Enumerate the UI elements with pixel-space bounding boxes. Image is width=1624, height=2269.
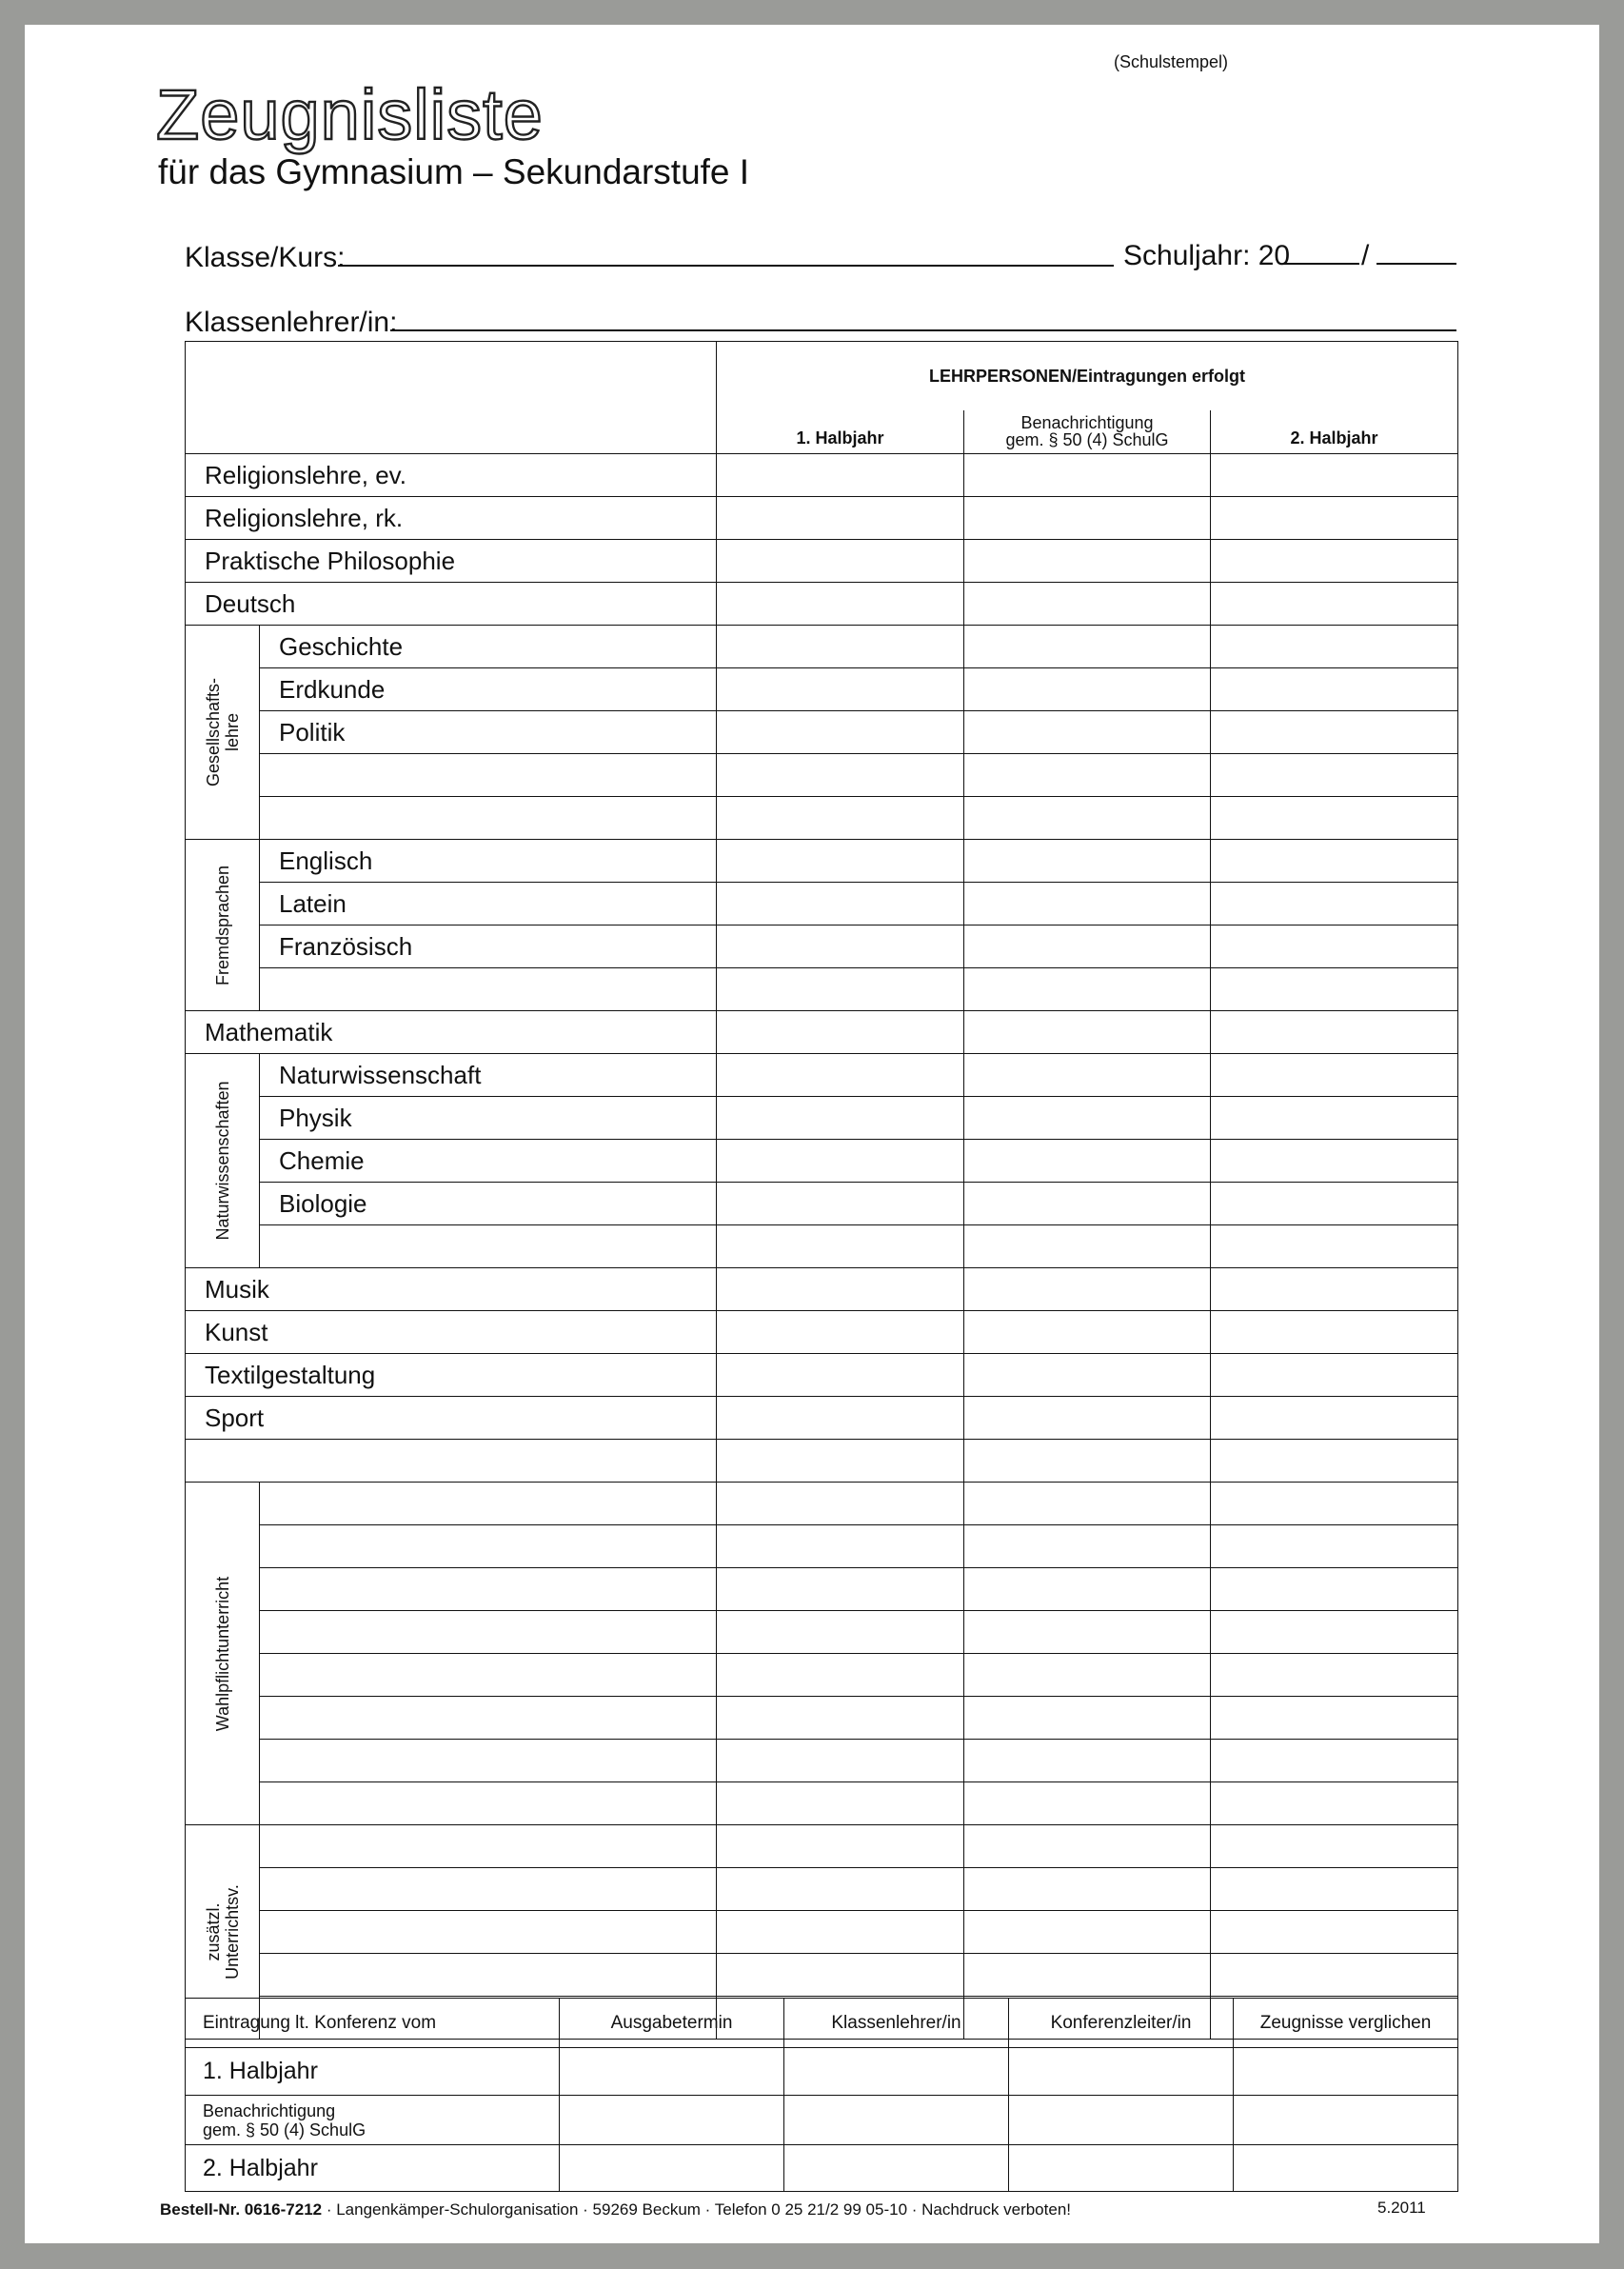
table-row bbox=[186, 583, 1458, 626]
entry-cell[interactable] bbox=[964, 1954, 1211, 1997]
entry-cell[interactable] bbox=[717, 1440, 964, 1483]
entry-cell[interactable] bbox=[964, 1825, 1211, 1868]
table-row bbox=[186, 1782, 1458, 1825]
table-row bbox=[186, 1268, 1458, 1311]
entry-cell[interactable] bbox=[1211, 1397, 1458, 1440]
entry-cell[interactable] bbox=[784, 2145, 1009, 2192]
col-second-half-header bbox=[1211, 410, 1458, 454]
group-fremdsprachen bbox=[186, 840, 260, 1011]
order-number: Bestell-Nr. 0616-7212 bbox=[160, 2200, 323, 2219]
subject-label: Naturwissenschaft bbox=[260, 1054, 717, 1097]
class-field[interactable] bbox=[338, 265, 1114, 267]
entry-cell[interactable] bbox=[1211, 711, 1458, 754]
entry-cell[interactable] bbox=[1211, 1483, 1458, 1525]
entry-cell[interactable] bbox=[717, 1225, 964, 1268]
table-row bbox=[186, 1311, 1458, 1354]
entry-cell[interactable] bbox=[964, 883, 1211, 926]
notification-label bbox=[186, 2096, 560, 2145]
col-first-half-header bbox=[717, 410, 964, 454]
table-row bbox=[186, 1568, 1458, 1611]
table-row bbox=[186, 1054, 1458, 1097]
entry-cell[interactable] bbox=[1234, 2145, 1458, 2192]
blank-subject-cell[interactable] bbox=[260, 1483, 717, 1525]
entry-cell[interactable] bbox=[717, 1740, 964, 1782]
col-first-half-label: 1. Halbjahr bbox=[796, 428, 884, 448]
entry-cell[interactable] bbox=[717, 711, 964, 754]
entry-cell[interactable] bbox=[964, 626, 1211, 668]
second-half-label: 2. Halbjahr bbox=[186, 2145, 560, 2192]
table-row bbox=[186, 1525, 1458, 1568]
publisher-info: · Langenkämper-Schulorganisation · 59269 Beckum · Telefon 0 25 21/2 99 05-10 · Nachdruck verboten! bbox=[322, 2200, 1071, 2219]
entry-cell[interactable] bbox=[964, 1654, 1211, 1697]
entry-cell[interactable] bbox=[1211, 1654, 1458, 1697]
entry-cell[interactable] bbox=[784, 2096, 1009, 2145]
entry-cell[interactable] bbox=[717, 840, 964, 883]
table-row bbox=[186, 668, 1458, 711]
entry-cell[interactable] bbox=[717, 540, 964, 583]
entry-cell[interactable] bbox=[964, 1097, 1211, 1140]
entry-cell[interactable] bbox=[964, 1568, 1211, 1611]
table-row bbox=[186, 1740, 1458, 1782]
entry-cell[interactable] bbox=[1211, 1611, 1458, 1654]
group-gesellschaftslehre bbox=[186, 626, 260, 840]
page-subtitle: für das Gymnasium – Sekundarstufe I bbox=[158, 152, 750, 191]
entry-cell[interactable] bbox=[1009, 2048, 1234, 2096]
entry-cell[interactable] bbox=[784, 2048, 1009, 2096]
entry-cell[interactable] bbox=[717, 668, 964, 711]
school-year-label: Schuljahr: 20 bbox=[1123, 240, 1291, 271]
group-zus-label-1: zusätzl. bbox=[203, 1902, 223, 1961]
blank-subject-cell[interactable] bbox=[260, 1568, 717, 1611]
entry-cell[interactable] bbox=[1211, 1225, 1458, 1268]
entry-cell[interactable] bbox=[717, 1354, 964, 1397]
entry-cell[interactable] bbox=[964, 583, 1211, 626]
first-half-label: 1. Halbjahr bbox=[186, 2048, 560, 2096]
entry-cell[interactable] bbox=[1211, 926, 1458, 968]
entry-cell[interactable] bbox=[1211, 1911, 1458, 1954]
entry-cell[interactable] bbox=[1211, 1954, 1458, 1997]
entry-cell[interactable] bbox=[717, 1911, 964, 1954]
entry-cell[interactable] bbox=[1211, 626, 1458, 668]
table-row bbox=[186, 1697, 1458, 1740]
teacher-entry-table bbox=[185, 341, 1458, 2040]
entry-cell[interactable] bbox=[560, 2048, 784, 2096]
class-teacher-label: Klassenlehrer/in: bbox=[185, 307, 398, 338]
entry-cell[interactable] bbox=[964, 968, 1211, 1011]
entry-cell[interactable] bbox=[717, 883, 964, 926]
entry-cell[interactable] bbox=[964, 1440, 1211, 1483]
conference-date-header: Eintragung lt. Konferenz vom bbox=[186, 1999, 560, 2048]
entry-cell[interactable] bbox=[1211, 1782, 1458, 1825]
group-zus-label-2: Unterrichtsv. bbox=[222, 1884, 242, 1980]
table-row bbox=[186, 1654, 1458, 1697]
entry-cell[interactable] bbox=[560, 2145, 784, 2192]
entry-cell[interactable] bbox=[1211, 1354, 1458, 1397]
conference-row bbox=[186, 2096, 1458, 2145]
edition-date: 5.2011 bbox=[1377, 2199, 1426, 2217]
entry-cell[interactable] bbox=[717, 497, 964, 540]
entry-cell[interactable] bbox=[717, 1568, 964, 1611]
group-wahlpflicht bbox=[186, 1483, 260, 1825]
blank-subject-cell[interactable] bbox=[260, 1868, 717, 1911]
entry-cell[interactable] bbox=[964, 1183, 1211, 1225]
entry-cell[interactable] bbox=[717, 1268, 964, 1311]
table-row bbox=[186, 1225, 1458, 1268]
entry-cell[interactable] bbox=[964, 1268, 1211, 1311]
table-row bbox=[186, 1911, 1458, 1954]
blank-subject-cell[interactable] bbox=[260, 797, 717, 840]
blank-subject-cell[interactable] bbox=[260, 1611, 717, 1654]
entry-cell[interactable] bbox=[717, 1782, 964, 1825]
entry-cell[interactable] bbox=[964, 1740, 1211, 1782]
subject-label: Chemie bbox=[260, 1140, 717, 1183]
entry-cell[interactable] bbox=[717, 1525, 964, 1568]
subject-label: Physik bbox=[260, 1097, 717, 1140]
conference-table bbox=[185, 1998, 1458, 2192]
group-header-label: LEHRPERSONEN/Eintragungen erfolgt bbox=[929, 366, 1246, 386]
entry-cell[interactable] bbox=[1211, 1825, 1458, 1868]
entry-cell[interactable] bbox=[1211, 1311, 1458, 1354]
reports-compared-header: Zeugnisse verglichen bbox=[1234, 1999, 1458, 2048]
table-row bbox=[186, 1097, 1458, 1140]
entry-cell[interactable] bbox=[1211, 1868, 1458, 1911]
entry-cell[interactable] bbox=[964, 1525, 1211, 1568]
table-row bbox=[186, 1954, 1458, 1997]
subject-label: Religionslehre, ev. bbox=[186, 454, 717, 497]
entry-cell[interactable] bbox=[964, 840, 1211, 883]
table-row bbox=[186, 968, 1458, 1011]
entry-cell[interactable] bbox=[1211, 454, 1458, 497]
entry-cell[interactable] bbox=[1211, 668, 1458, 711]
entry-cell[interactable] bbox=[1211, 1568, 1458, 1611]
school-stamp-label: (Schulstempel) bbox=[1114, 52, 1229, 71]
entry-cell[interactable] bbox=[964, 1483, 1211, 1525]
table-row bbox=[186, 926, 1458, 968]
entry-cell[interactable] bbox=[717, 1954, 964, 1997]
entry-cell[interactable] bbox=[1211, 497, 1458, 540]
entry-cell[interactable] bbox=[717, 1183, 964, 1225]
entry-cell[interactable] bbox=[964, 1697, 1211, 1740]
group-gesell-label-1: Gesellschafts- bbox=[203, 677, 223, 787]
blank-subject-cell[interactable] bbox=[260, 1954, 717, 1997]
table-row bbox=[186, 711, 1458, 754]
group-natur-label: Naturwissenschaften bbox=[212, 1081, 232, 1241]
subject-label: Erdkunde bbox=[260, 668, 717, 711]
entry-cell[interactable] bbox=[964, 1868, 1211, 1911]
notification-label-1: Benachrichtigung bbox=[203, 2100, 336, 2120]
col-notification-label-2: gem. § 50 (4) SchulG bbox=[1005, 430, 1169, 450]
entry-cell[interactable] bbox=[964, 454, 1211, 497]
entry-cell[interactable] bbox=[964, 1140, 1211, 1183]
conference-header-row bbox=[186, 1999, 1458, 2048]
entry-cell[interactable] bbox=[964, 540, 1211, 583]
entry-cell[interactable] bbox=[717, 1654, 964, 1697]
entry-cell[interactable] bbox=[717, 926, 964, 968]
school-year-start-field[interactable] bbox=[1283, 263, 1359, 265]
entry-cell[interactable] bbox=[717, 797, 964, 840]
blank-subject-cell[interactable] bbox=[260, 1782, 717, 1825]
blank-subject-cell[interactable] bbox=[260, 1697, 717, 1740]
table-header-row bbox=[186, 342, 1458, 410]
entry-cell[interactable] bbox=[1211, 1183, 1458, 1225]
entry-cell[interactable] bbox=[717, 1483, 964, 1525]
entry-cell[interactable] bbox=[1234, 2096, 1458, 2145]
class-teacher-field[interactable] bbox=[390, 329, 1456, 331]
table-row bbox=[186, 797, 1458, 840]
entry-cell[interactable] bbox=[1211, 1697, 1458, 1740]
entry-cell[interactable] bbox=[964, 926, 1211, 968]
table-row bbox=[186, 1354, 1458, 1397]
entry-cell[interactable] bbox=[964, 797, 1211, 840]
table-row bbox=[186, 840, 1458, 883]
blank-subject-cell[interactable] bbox=[260, 1740, 717, 1782]
blank-subject-cell[interactable] bbox=[186, 1440, 717, 1483]
table-row bbox=[186, 540, 1458, 583]
group-gesell-label-2: lehre bbox=[222, 712, 242, 752]
entry-cell[interactable] bbox=[964, 1225, 1211, 1268]
entry-cell[interactable] bbox=[1211, 1011, 1458, 1054]
entry-cell[interactable] bbox=[717, 454, 964, 497]
table-row bbox=[186, 626, 1458, 668]
col-second-half-label: 2. Halbjahr bbox=[1290, 428, 1378, 448]
subject-label: Englisch bbox=[260, 840, 717, 883]
entry-cell[interactable] bbox=[964, 1354, 1211, 1397]
entry-cell[interactable] bbox=[1211, 754, 1458, 797]
blank-subject-cell[interactable] bbox=[260, 968, 717, 1011]
entry-cell[interactable] bbox=[717, 1011, 964, 1054]
entry-cell[interactable] bbox=[1211, 1440, 1458, 1483]
table-row bbox=[186, 1440, 1458, 1483]
school-year-separator: / bbox=[1361, 240, 1370, 271]
page-title: Zeugnisliste bbox=[156, 75, 544, 154]
entry-cell[interactable] bbox=[1211, 1140, 1458, 1183]
entry-cell[interactable] bbox=[717, 1611, 964, 1654]
entry-cell[interactable] bbox=[964, 1311, 1211, 1354]
subject-label: Geschichte bbox=[260, 626, 717, 668]
entry-cell[interactable] bbox=[1211, 883, 1458, 926]
group-header-cell bbox=[717, 342, 1458, 410]
subject-label: Französisch bbox=[260, 926, 717, 968]
subject-label: Religionslehre, rk. bbox=[186, 497, 717, 540]
entry-cell[interactable] bbox=[717, 754, 964, 797]
entry-cell[interactable] bbox=[717, 1825, 964, 1868]
table-row bbox=[186, 497, 1458, 540]
blank-subject-cell[interactable] bbox=[260, 1525, 717, 1568]
entry-cell[interactable] bbox=[1211, 1525, 1458, 1568]
entry-cell[interactable] bbox=[1211, 583, 1458, 626]
table-row bbox=[186, 1140, 1458, 1183]
table-row bbox=[186, 1611, 1458, 1654]
entry-cell[interactable] bbox=[717, 1697, 964, 1740]
col-notification-header bbox=[964, 410, 1211, 454]
entry-cell[interactable] bbox=[1234, 2048, 1458, 2096]
entry-cell[interactable] bbox=[964, 1054, 1211, 1097]
entry-cell[interactable] bbox=[964, 754, 1211, 797]
entry-cell[interactable] bbox=[560, 2096, 784, 2145]
entry-cell[interactable] bbox=[1211, 1740, 1458, 1782]
entry-cell[interactable] bbox=[1211, 968, 1458, 1011]
entry-cell[interactable] bbox=[1009, 2145, 1234, 2192]
group-wahl-label: Wahlpflichtunterricht bbox=[212, 1576, 232, 1731]
subject-label: Kunst bbox=[186, 1311, 717, 1354]
entry-cell[interactable] bbox=[717, 626, 964, 668]
col-notification-label-1: Benachrichtigung bbox=[1020, 413, 1154, 433]
blank-subject-cell[interactable] bbox=[260, 1654, 717, 1697]
entry-cell[interactable] bbox=[1211, 840, 1458, 883]
table-row bbox=[186, 754, 1458, 797]
table-row bbox=[186, 454, 1458, 497]
entry-cell[interactable] bbox=[717, 583, 964, 626]
table-row bbox=[186, 1825, 1458, 1868]
subject-label: Mathematik bbox=[186, 1011, 717, 1054]
entry-cell[interactable] bbox=[964, 668, 1211, 711]
notification-label-2: gem. § 50 (4) SchulG bbox=[203, 2120, 366, 2140]
conference-leader-header: Konferenzleiter/in bbox=[1009, 1999, 1234, 2048]
blank-subject-cell[interactable] bbox=[260, 1911, 717, 1954]
table-row bbox=[186, 1397, 1458, 1440]
subject-label: Textilgestaltung bbox=[186, 1354, 717, 1397]
blank-subject-cell[interactable] bbox=[260, 1225, 717, 1268]
entry-cell[interactable] bbox=[717, 1868, 964, 1911]
group-naturwissenschaften bbox=[186, 1054, 260, 1268]
entry-cell[interactable] bbox=[1211, 797, 1458, 840]
entry-cell[interactable] bbox=[964, 1611, 1211, 1654]
entry-cell[interactable] bbox=[964, 497, 1211, 540]
table-row bbox=[186, 1011, 1458, 1054]
subject-label: Deutsch bbox=[186, 583, 717, 626]
subject-label: Biologie bbox=[260, 1183, 717, 1225]
entry-cell[interactable] bbox=[964, 711, 1211, 754]
entry-cell[interactable] bbox=[964, 1397, 1211, 1440]
entry-cell[interactable] bbox=[717, 1311, 964, 1354]
class-label: Klasse/Kurs: bbox=[185, 242, 346, 273]
table-row bbox=[186, 883, 1458, 926]
entry-cell[interactable] bbox=[717, 1097, 964, 1140]
entry-cell[interactable] bbox=[964, 1011, 1211, 1054]
issue-date-header: Ausgabetermin bbox=[560, 1999, 784, 2048]
entry-cell[interactable] bbox=[1211, 1268, 1458, 1311]
subject-label: Latein bbox=[260, 883, 717, 926]
conference-row bbox=[186, 2048, 1458, 2096]
entry-cell[interactable] bbox=[1009, 2096, 1234, 2145]
table-row bbox=[186, 1183, 1458, 1225]
entry-cell[interactable] bbox=[717, 1397, 964, 1440]
entry-cell[interactable] bbox=[1211, 1054, 1458, 1097]
class-teacher-header: Klassenlehrer/in bbox=[784, 1999, 1009, 2048]
table-row bbox=[186, 1868, 1458, 1911]
table-row bbox=[186, 1483, 1458, 1525]
entry-cell[interactable] bbox=[964, 1911, 1211, 1954]
subject-label: Politik bbox=[260, 711, 717, 754]
header-blank-cell bbox=[186, 342, 717, 454]
entry-cell[interactable] bbox=[964, 1782, 1211, 1825]
entry-cell[interactable] bbox=[1211, 1097, 1458, 1140]
entry-cell[interactable] bbox=[1211, 540, 1458, 583]
entry-cell[interactable] bbox=[717, 968, 964, 1011]
entry-cell[interactable] bbox=[717, 1140, 964, 1183]
group-fremd-label: Fremdsprachen bbox=[212, 865, 232, 985]
conference-row bbox=[186, 2145, 1458, 2192]
entry-cell[interactable] bbox=[717, 1054, 964, 1097]
blank-subject-cell[interactable] bbox=[260, 1825, 717, 1868]
school-year-end-field[interactable] bbox=[1376, 263, 1456, 265]
subject-label: Praktische Philosophie bbox=[186, 540, 717, 583]
subject-label: Musik bbox=[186, 1268, 717, 1311]
subject-label: Sport bbox=[186, 1397, 717, 1440]
footer-line bbox=[160, 2200, 1071, 2219]
blank-subject-cell[interactable] bbox=[260, 754, 717, 797]
